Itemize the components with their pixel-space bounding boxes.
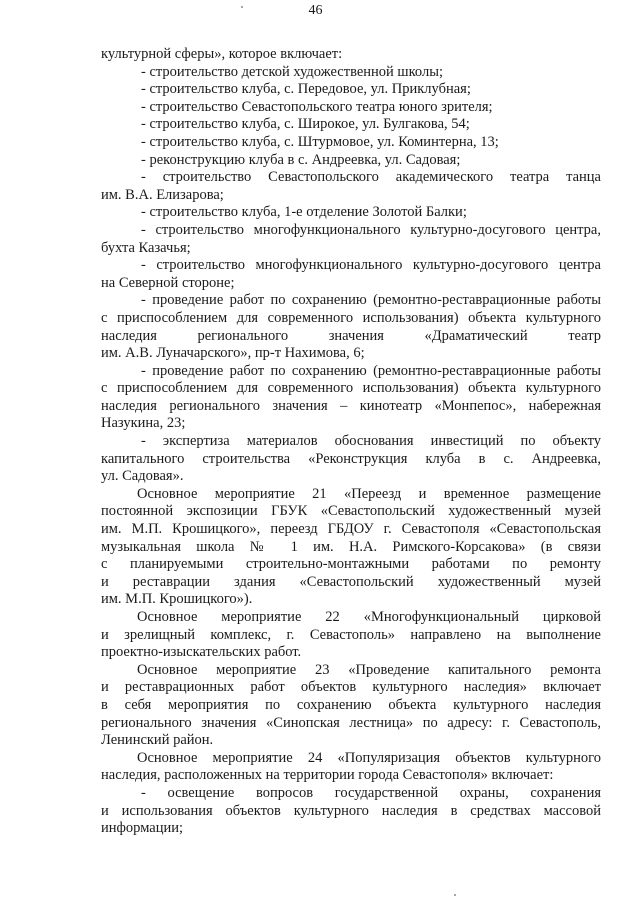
text-line: - строительство Севастопольского академического театра танца [141, 169, 601, 186]
text-line: и зрелищный комплекс, г. Севастополь» направлено на выполнение [101, 626, 601, 643]
text-line: бухта Казачья; [101, 239, 191, 256]
text-line: - строительство клуба, с. Широкое, ул. Булгакова, 54; [141, 116, 470, 133]
text-line: Основное мероприятие 21 «Переезд и временное размещение [137, 485, 601, 502]
text-line: регионального значения «Синопская лестница» по адресу: г. Севастополь, [101, 714, 601, 731]
text-line: наследия регионального значения – кинотеатр «Монпепос», набережная [101, 397, 601, 414]
text-line: - строительство клуба, с. Передовое, ул. Приклубная; [141, 81, 471, 98]
text-line: и реставрационных работ объектов культурного наследия» включает [101, 679, 601, 696]
text-line: ул. Садовая». [101, 468, 184, 485]
text-line: и использования объектов культурного наследия в средствах массовой [101, 802, 601, 819]
text-line: - строительство многофункционального культурно-досугового центра [141, 257, 601, 274]
document-body [101, 46, 601, 838]
text-line: проектно-изыскательских работ. [101, 644, 302, 661]
text-line: - строительство многофункционального культурно-досугового центра, [141, 221, 601, 238]
text-line: им. М.П. Крошицкого»). [101, 591, 253, 608]
text-line: - строительство клуба, 1-е отделение Золотой Балки; [141, 204, 467, 221]
text-line: с приспособлением для современного использования) объекта культурного [101, 309, 601, 326]
text-line: Назукина, 23; [101, 415, 186, 432]
text-line: им. М.П. Крошицкого», переезд ГБДОУ г. Севастополя «Севастопольская [101, 521, 601, 538]
text-line: - проведение работ по сохранению (ремонтно-реставрационные работы [141, 292, 601, 309]
text-line: - освещение вопросов государственной охраны, сохранения [141, 784, 601, 801]
text-line: им. В.А. Елизарова; [101, 186, 224, 203]
text-line: наследия регионального значения «Драматический театр [101, 327, 601, 344]
text-line: музыкальная школа № 1 им. Н.А. Римского-Корсакова» (в связи [101, 538, 601, 555]
text-line: наследия, расположенных на территории города Севастополя» включает: [101, 767, 554, 784]
text-line: Ленинский район. [101, 732, 214, 749]
text-line: - реконструкцию клуба в с. Андреевка, ул. Садовая; [141, 151, 461, 168]
text-line: Основное мероприятие 23 «Проведение капитального ремонта [137, 661, 601, 678]
text-line: на Северной стороне; [101, 274, 235, 291]
scan-speck [241, 6, 243, 8]
text-line: информации; [101, 820, 184, 837]
text-line: культурной сферы», которое включает: [101, 46, 343, 62]
text-line: - проведение работ по сохранению (ремонтно-реставрационные работы [141, 362, 601, 379]
text-line: с приспособлением для современного использования) объекта культурного [101, 380, 601, 397]
text-line: - строительство клуба, с. Штурмовое, ул. Коминтерна, 13; [141, 133, 499, 150]
text-line: Основное мероприятие 22 «Многофункциональный цирковой [137, 609, 601, 625]
text-line: им. А.В. Луначарского», пр-т Нахимова, 6; [101, 345, 365, 362]
text-line: постоянной экспозиции ГБУК «Севастопольский художественный музей [101, 503, 601, 520]
text-line: и реставрации здания «Севастопольский художественный музей [101, 573, 601, 590]
page-number: 46 [308, 3, 323, 18]
text-line: - экспертиза материалов обоснования инвестиций по объекту [141, 433, 601, 450]
text-line: - строительство детской художественной школы; [141, 63, 443, 80]
text-line: в себя мероприятия по сохранению объекта культурного наследия [101, 696, 601, 713]
text-line: с планируемыми строительно-монтажными работами по ремонту [101, 556, 601, 573]
text-line: капитального строительства «Реконструкция клуба в с. Андреевка, [101, 450, 601, 467]
scan-speck [454, 894, 456, 896]
text-line: Основное мероприятие 24 «Популяризация объектов культурного [137, 749, 601, 766]
text-line: - строительство Севастопольского театра юного зрителя; [141, 98, 493, 115]
